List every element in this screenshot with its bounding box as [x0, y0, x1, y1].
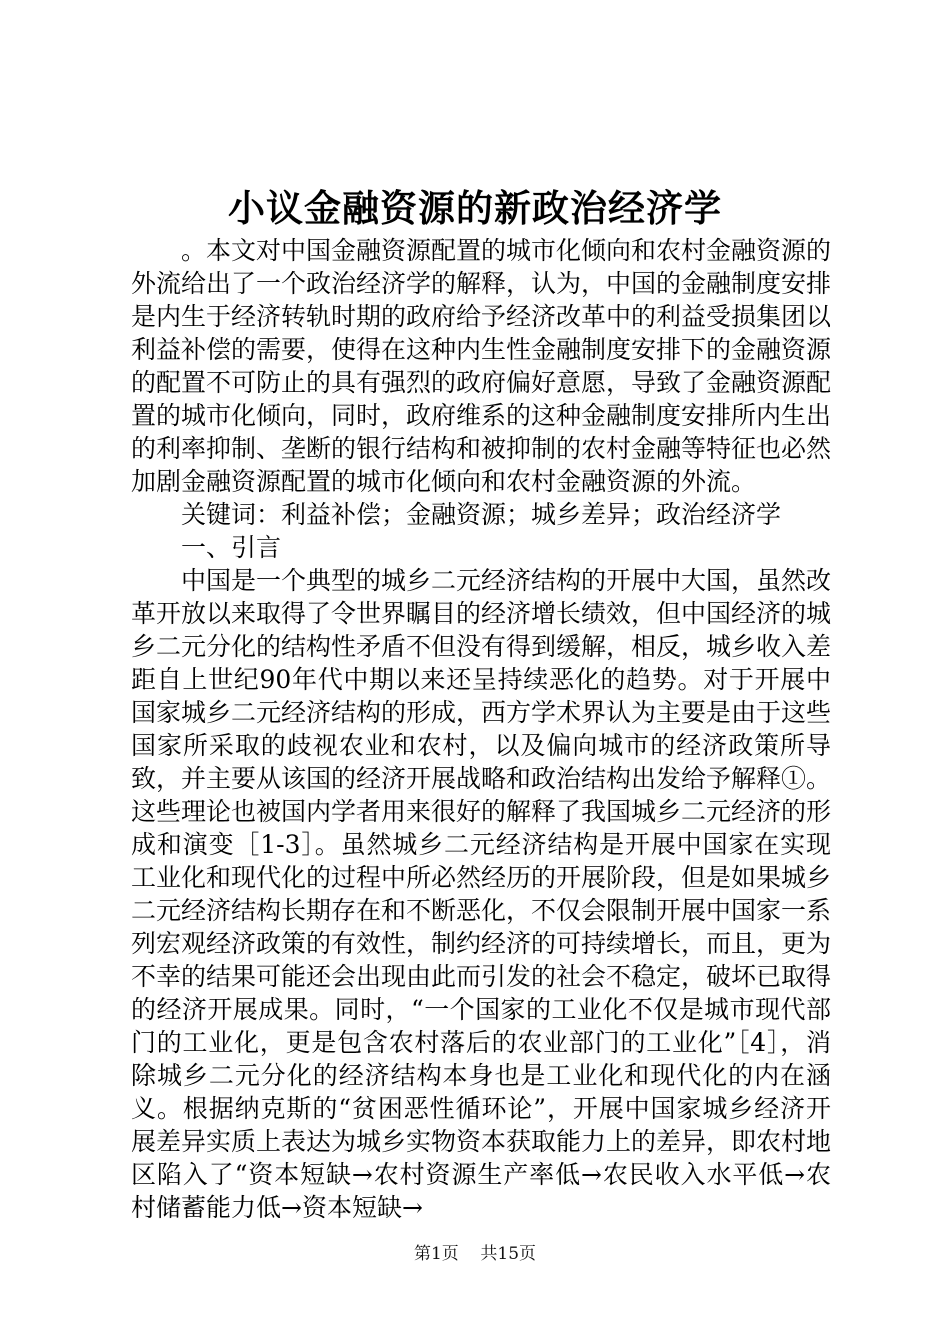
keywords-paragraph: 关键词：利益补偿；金融资源；城乡差异；政治经济学	[181, 500, 782, 529]
page-footer	[0, 1243, 950, 1265]
document-body	[131, 234, 831, 1224]
page-number: 第1页	[413, 1244, 459, 1264]
document-title: 小议金融资源的新政治经济学	[228, 186, 722, 230]
footer-spacer	[464, 1244, 475, 1264]
body-paragraph: 中国是一个典型的城乡二元经济结构的开展中大国，虽然改革开放以来取得了令世界瞩目的经济增长绩效，但中国经济的城乡二元分化的结构性矛盾不但没有得到缓解，相反，城乡收入差距自上世纪90年代中期以来还呈持续恶化的趋势。对于开展中国家城乡二元经济结构的形成，西方学术界认为主要是由于这些国家所采取的歧视农业和农村，以及偏向城市的经济政策所导致，并主要从该国的经济开展战略和政治结构出发给予解释①。这些理论也被国内学者用来很好的解释了我国城乡二元经济的形成和演变［1-3］。虽然城乡二元经济结构是开展中国家在实现工业化和现代化的过程中所必然经历的开展阶段，但是如果城乡二元经济结构长期存在和不断恶化，不仅会限制开展中国家一系列宏观经济政策的有效性，制约经济的可持续增长，而且，更为不幸的结果可能还会出现由此而引发的社会不稳定，破坏已取得的经济开展成果。同时，“一个国家的工业化不仅是城市现代部门的工业化，更是包含农村落后的农业部门的工业化”［4］，消除城乡二元分化的经济结构本身也是工业化和现代化的内在涵义。根据纳克斯的“贫困恶性循环论”，开展中国家城乡经济开展差异实质上表达为城乡实物资本获取能力上的差异，即农村地区陷入了“资本短缺→农村资源生产率低→农民收入水平低→农村储蓄能力低→资本短缺→	[131, 566, 832, 1222]
page-total: 共15页	[480, 1244, 537, 1264]
section-heading: 一、引言	[181, 533, 282, 562]
abstract-paragraph: 。本文对中国金融资源配置的城市化倾向和农村金融资源的外流给出了一个政治经济学的解释，认为，中国的金融制度安排是内生于经济转轨时期的政府给予经济改革中的利益受损集团以利益补偿的需要，使得在这种内生性金融制度安排下的金融资源的配置不可防止的具有强烈的政府偏好意愿，导致了金融资源配置的城市化倾向，同时，政府维系的这种金融制度安排所内生出的利率抑制、垄断的银行结构和被抑制的农村金融等特征也必然加剧金融资源配置的城市化倾向和农村金融资源的外流。	[131, 236, 832, 496]
